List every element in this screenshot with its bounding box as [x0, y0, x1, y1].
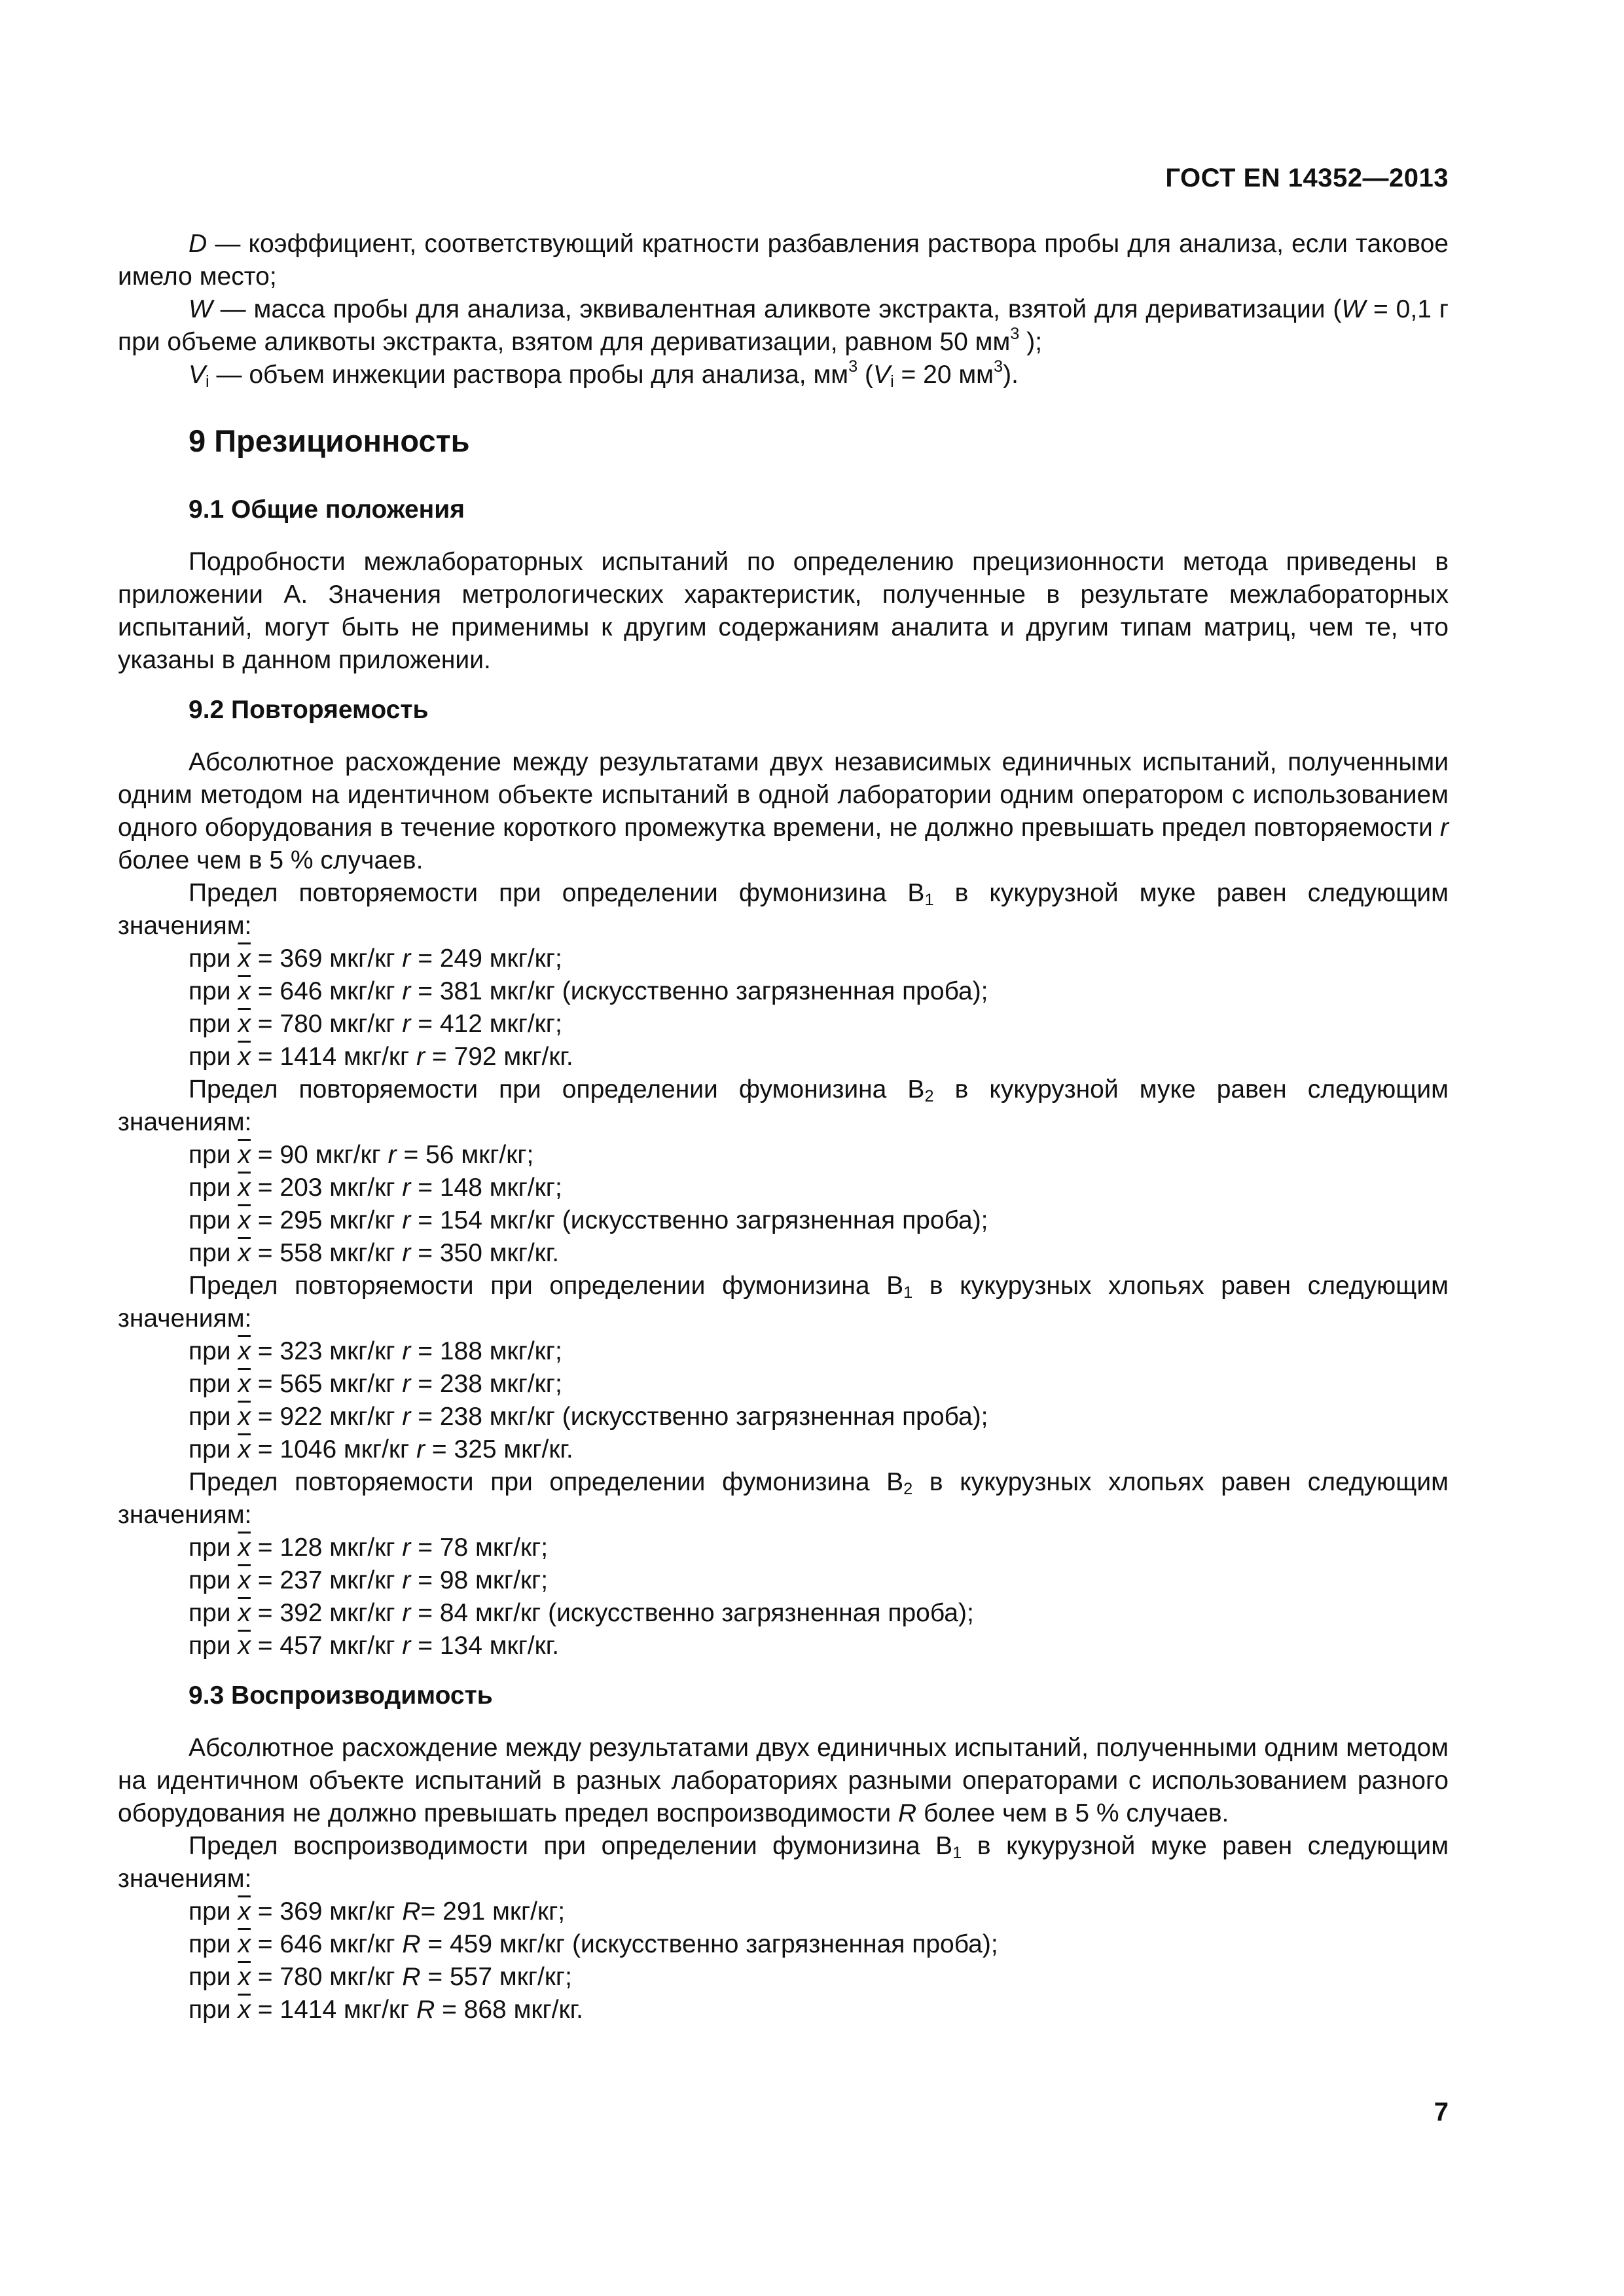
subsection-title: 9.1 Общие положения: [189, 495, 465, 524]
row-tail: мкг/кг;: [482, 1370, 562, 1398]
mean-symbol: $\overline{x}$: [238, 1239, 251, 1267]
limit-symbol: r: [402, 1599, 411, 1627]
row-tail: мкг/кг;: [454, 1141, 534, 1169]
row-label: при: [189, 1174, 238, 1202]
value-row: [118, 1532, 1449, 1564]
limit-intro-text: в кукурузной муке равен следующим значениям:: [118, 879, 1449, 940]
mean-symbol: $\overline{x}$: [238, 1599, 251, 1627]
mean-value: = 1414: [250, 1996, 337, 2024]
limit-symbol: r: [402, 1239, 411, 1267]
row-tail: мкг/кг (искусственно загрязненная проба);: [482, 1206, 988, 1234]
mean-value: = 558: [250, 1239, 323, 1267]
paragraph-text: Абсолютное расхождение между результатами двух единичных испытаний, полученными одним методом на идентичном объекте испытаний в разных лабораториях разными операторами с использованием разного оборудования не должно превышать предел воспроизводимости: [118, 1734, 1449, 1827]
mean-value: = 780: [250, 1010, 323, 1038]
row-label: при: [189, 1930, 238, 1958]
mean-symbol: $\overline{x}$: [238, 1930, 251, 1958]
row-tail: мкг/кг.: [496, 1435, 573, 1463]
mean-symbol: $\overline{x}$: [238, 1370, 251, 1398]
value-row: [118, 1433, 1449, 1466]
limit-intro-text: Предел повторяемости при определении фумонизина В: [189, 879, 925, 907]
symbol-v: V: [873, 361, 891, 389]
symbol-w: W: [1341, 295, 1366, 323]
limit-symbol: r: [402, 1403, 411, 1431]
row-label: при: [189, 1534, 238, 1562]
unit: мкг/кг: [322, 1239, 403, 1267]
definition-v-text: — объем инжекции раствора пробы для анализа, мм: [209, 361, 849, 389]
subscript-index: 1: [952, 1844, 962, 1862]
definition-v: [118, 359, 1449, 391]
definition-d-text: — коэффициент, соответствующий кратности разбавления раствора пробы для анализа, если таковое имело место;: [118, 230, 1449, 291]
row-tail: мкг/кг.: [482, 1239, 560, 1267]
row-tail: мкг/кг.: [506, 1996, 583, 2024]
limit-symbol: r: [388, 1141, 397, 1169]
row-tail: мкг/кг;: [468, 1566, 549, 1594]
row-label: при: [189, 1996, 238, 2024]
limit-value: = 78: [410, 1534, 469, 1562]
paragraph-text: более чем в 5 % случаев.: [118, 846, 424, 874]
value-row: [118, 1237, 1449, 1270]
paragraph-text: более чем в 5 % случаев.: [916, 1799, 1229, 1827]
definition-w: [118, 293, 1449, 359]
row-label: при: [189, 977, 238, 1005]
mean-value: = 1046: [250, 1435, 337, 1463]
row-tail: мкг/кг;: [482, 1174, 562, 1202]
exponent: 3: [848, 357, 858, 376]
mean-value: = 369: [250, 944, 323, 973]
unit: мкг/кг: [322, 1897, 403, 1926]
row-tail: мкг/кг.: [496, 1043, 573, 1071]
row-label: при: [189, 1043, 238, 1071]
limit-intro-text: Предел повторяемости при определении фумонизина В: [189, 1075, 925, 1103]
row-tail: мкг/кг;: [485, 1897, 566, 1926]
limit-intro: [118, 1830, 1449, 1895]
value-row: [118, 975, 1449, 1008]
row-label: при: [189, 1566, 238, 1594]
reproducibility-groups: [118, 1830, 1449, 2026]
unit: мкг/кг: [322, 1337, 403, 1365]
row-tail: мкг/кг;: [482, 944, 562, 973]
limit-symbol: r: [402, 1534, 411, 1562]
row-tail: мкг/кг (искусственно загрязненная проба);: [482, 977, 988, 1005]
mean-value: = 922: [250, 1403, 323, 1431]
paragraph: [118, 746, 1449, 877]
mean-value: = 646: [250, 1930, 323, 1958]
limit-value: = 148: [410, 1174, 482, 1202]
limit-value: = 154: [410, 1206, 482, 1234]
unit: мкг/кг: [322, 1174, 403, 1202]
exponent: 3: [994, 357, 1003, 376]
subscript-i: i: [206, 372, 209, 391]
subscript-index: 1: [903, 1283, 913, 1302]
row-label: при: [189, 1370, 238, 1398]
unit: мкг/кг: [322, 1403, 403, 1431]
mean-symbol: $\overline{x}$: [238, 1174, 251, 1202]
row-label: при: [189, 1435, 238, 1463]
limit-value: = 459: [420, 1930, 493, 1958]
definition-d: [118, 228, 1449, 293]
row-label: при: [189, 1141, 238, 1169]
mean-symbol: $\overline{x}$: [238, 1435, 251, 1463]
value-row: [118, 1204, 1449, 1237]
symbol-R: R: [897, 1799, 917, 1827]
mean-value: = 646: [250, 977, 323, 1005]
paragraph-text: Абсолютное расхождение между результатами двух независимых единичных испытаний, полученными одним методом на идентичном объекте испытаний в одной лаборатории одним оператором с использованием одного оборудования в течение короткого промежутка времени, не должно превышать предел повторяемости: [118, 748, 1449, 842]
limit-value: = 134: [410, 1632, 482, 1660]
row-label: при: [189, 1632, 238, 1660]
limit-intro-text: в кукурузной муке равен следующим значениям:: [118, 1075, 1449, 1136]
mean-symbol: $\overline{x}$: [238, 1141, 251, 1169]
limit-symbol: R: [416, 1996, 435, 2024]
value-row: [118, 1895, 1449, 1928]
unit: мкг/кг: [322, 977, 403, 1005]
row-label: при: [189, 1337, 238, 1365]
section-title: 9 Презиционность: [189, 423, 470, 458]
mean-symbol: $\overline{x}$: [238, 1534, 251, 1562]
mean-value: = 457: [250, 1632, 323, 1660]
limit-value: = 291: [420, 1897, 486, 1926]
row-label: при: [189, 1206, 238, 1234]
row-tail: мкг/кг.: [482, 1632, 560, 1660]
unit: мкг/кг: [322, 944, 403, 973]
page-content: [118, 228, 1449, 2026]
limit-value: = 56: [396, 1141, 454, 1169]
limit-symbol: r: [402, 1566, 411, 1594]
row-tail: мкг/кг;: [492, 1963, 572, 1991]
subscript-index: 2: [903, 1480, 913, 1498]
unit: мкг/кг: [322, 1534, 403, 1562]
limit-value: = 325: [425, 1435, 497, 1463]
limit-symbol: r: [416, 1435, 425, 1463]
value-row: [118, 1041, 1449, 1073]
limit-intro: [118, 1466, 1449, 1532]
value-row: [118, 1564, 1449, 1597]
paragraph: [118, 1732, 1449, 1830]
mean-symbol: $\overline{x}$: [238, 1206, 251, 1234]
limit-intro-text: Предел воспроизводимости при определении фумонизина В: [189, 1832, 953, 1860]
limit-intro-text: в кукурузных хлопьях равен следующим значениям:: [118, 1468, 1449, 1529]
unit: мкг/кг: [322, 1206, 403, 1234]
subscript-index: 2: [924, 1087, 934, 1105]
paragraph: Подробности межлабораторных испытаний по определению прецизионности метода приведены в приложении А. Значения метрологических характеристик, полученные в результате межлабораторных испытаний, могут быть не применимы к другим содержаниям аналита и другим типам матриц, чем те, что указаны в данном приложении.: [118, 548, 1449, 674]
repeatability-groups: [118, 877, 1449, 1662]
limit-symbol: r: [402, 944, 411, 973]
row-label: при: [189, 1239, 238, 1267]
unit: мкг/кг: [322, 1010, 403, 1038]
symbol-r: r: [1440, 814, 1449, 842]
limit-intro: [118, 877, 1449, 942]
row-label: при: [189, 1010, 238, 1038]
value-row: [118, 1630, 1449, 1662]
mean-value: = 295: [250, 1206, 323, 1234]
mean-symbol: $\overline{x}$: [238, 1337, 251, 1365]
definition-w-end: );: [1019, 328, 1043, 356]
page-number: 7: [1434, 2098, 1449, 2126]
limit-value: = 792: [425, 1043, 497, 1071]
limit-symbol: r: [402, 1632, 411, 1660]
limit-value: = 238: [410, 1370, 482, 1398]
exponent: 3: [1010, 325, 1020, 343]
subscript-index: 1: [924, 891, 934, 909]
limit-symbol: R: [402, 1930, 421, 1958]
unit: мкг/кг: [308, 1141, 388, 1169]
unit: мкг/кг: [322, 1599, 403, 1627]
mean-symbol: $\overline{x}$: [238, 944, 251, 973]
limit-value: = 381: [410, 977, 482, 1005]
mean-symbol: $\overline{x}$: [238, 977, 251, 1005]
mean-value: = 203: [250, 1174, 323, 1202]
row-label: при: [189, 1599, 238, 1627]
value-row: [118, 1401, 1449, 1433]
limit-value: = 868: [435, 1996, 507, 2024]
unit: мкг/кг: [322, 1963, 403, 1991]
unit: мкг/кг: [336, 1996, 417, 2024]
mean-value: = 369: [250, 1897, 323, 1926]
unit: мкг/кг: [336, 1043, 417, 1071]
mean-value: = 1414: [250, 1043, 337, 1071]
limit-intro: [118, 1270, 1449, 1335]
value-row: [118, 1139, 1449, 1172]
row-tail: мкг/кг;: [482, 1010, 562, 1038]
mean-symbol: $\overline{x}$: [238, 1566, 251, 1594]
mean-value: = 392: [250, 1599, 323, 1627]
row-tail: мкг/кг (искусственно загрязненная проба);: [482, 1403, 988, 1431]
value-row: [118, 1928, 1449, 1961]
definition-v-end: ).: [1003, 361, 1019, 389]
unit: мкг/кг: [322, 1632, 403, 1660]
mean-symbol: $\overline{x}$: [238, 1996, 251, 2024]
limit-intro-text: Предел повторяемости при определении фумонизина В: [189, 1272, 904, 1300]
row-tail: мкг/кг;: [468, 1534, 549, 1562]
limit-symbol: r: [416, 1043, 425, 1071]
row-label: при: [189, 944, 238, 973]
limit-symbol: r: [402, 1206, 411, 1234]
symbol-d: D: [189, 230, 208, 258]
value-row: [118, 1008, 1449, 1041]
limit-value: = 412: [410, 1010, 482, 1038]
limit-symbol: R: [402, 1963, 421, 1991]
symbol-v: V: [189, 361, 206, 389]
limit-value: = 84: [410, 1599, 469, 1627]
row-tail: мкг/кг;: [482, 1337, 562, 1365]
subscript-i: i: [890, 372, 894, 391]
limit-intro-text: в кукурузных хлопьях равен следующим значениям:: [118, 1272, 1449, 1333]
limit-value: = 98: [410, 1566, 469, 1594]
row-tail: мкг/кг (искусственно загрязненная проба);: [492, 1930, 998, 1958]
subsection-title: 9.2 Повторяемость: [189, 696, 429, 724]
limit-value: = 557: [420, 1963, 493, 1991]
limit-value: = 249: [410, 944, 482, 973]
mean-value: = 780: [250, 1963, 323, 1991]
limit-symbol: R: [402, 1897, 421, 1926]
mean-value: = 565: [250, 1370, 323, 1398]
limit-intro: [118, 1073, 1449, 1139]
limit-intro-text: Предел повторяемости при определении фумонизина В: [189, 1468, 904, 1496]
value-row: [118, 1172, 1449, 1204]
mean-value: = 323: [250, 1337, 323, 1365]
limit-value: = 238: [410, 1403, 482, 1431]
row-label: при: [189, 1403, 238, 1431]
symbol-w: W: [189, 295, 213, 323]
document-header: ГОСТ EN 14352—2013: [1165, 164, 1449, 192]
unit: мкг/кг: [322, 1566, 403, 1594]
unit: мкг/кг: [322, 1930, 403, 1958]
unit: мкг/кг: [336, 1435, 417, 1463]
row-label: при: [189, 1897, 238, 1926]
mean-symbol: $\overline{x}$: [238, 1010, 251, 1038]
mean-symbol: $\overline{x}$: [238, 1043, 251, 1071]
unit: мкг/кг: [322, 1370, 403, 1398]
mean-value: = 90: [250, 1141, 308, 1169]
row-tail: мкг/кг (искусственно загрязненная проба);: [468, 1599, 974, 1627]
mean-symbol: $\overline{x}$: [238, 1897, 251, 1926]
paren: (: [857, 361, 874, 389]
mean-value: = 128: [250, 1534, 323, 1562]
limit-intro-text: в кукурузной муке равен следующим значениям:: [118, 1832, 1449, 1893]
value-row: [118, 942, 1449, 975]
value-row: [118, 1597, 1449, 1630]
limit-value: = 188: [410, 1337, 482, 1365]
limit-symbol: r: [402, 1370, 411, 1398]
limit-value: = 350: [410, 1239, 482, 1267]
definition-w-text: — масса пробы для анализа, эквивалентная аликвоте экстракта, взятой для дериватизации (: [212, 295, 1342, 323]
definition-w-eq: = 0,1 г при объеме аликвоты экстракта, взятом для дериватизации, равном 50 мм: [118, 295, 1449, 356]
mean-symbol: $\overline{x}$: [238, 1963, 251, 1991]
limit-symbol: r: [402, 977, 411, 1005]
subsection-title: 9.3 Воспроизводимость: [189, 1681, 493, 1710]
mean-symbol: $\overline{x}$: [238, 1632, 251, 1660]
mean-value: = 237: [250, 1566, 323, 1594]
row-label: при: [189, 1963, 238, 1991]
value-row: [118, 1994, 1449, 2026]
limit-symbol: r: [402, 1337, 411, 1365]
definition-v-eq: = 20 мм: [893, 361, 994, 389]
limit-symbol: r: [402, 1010, 411, 1038]
mean-symbol: $\overline{x}$: [238, 1403, 251, 1431]
value-row: [118, 1368, 1449, 1401]
limit-symbol: r: [402, 1174, 411, 1202]
value-row: [118, 1961, 1449, 1994]
value-row: [118, 1335, 1449, 1368]
